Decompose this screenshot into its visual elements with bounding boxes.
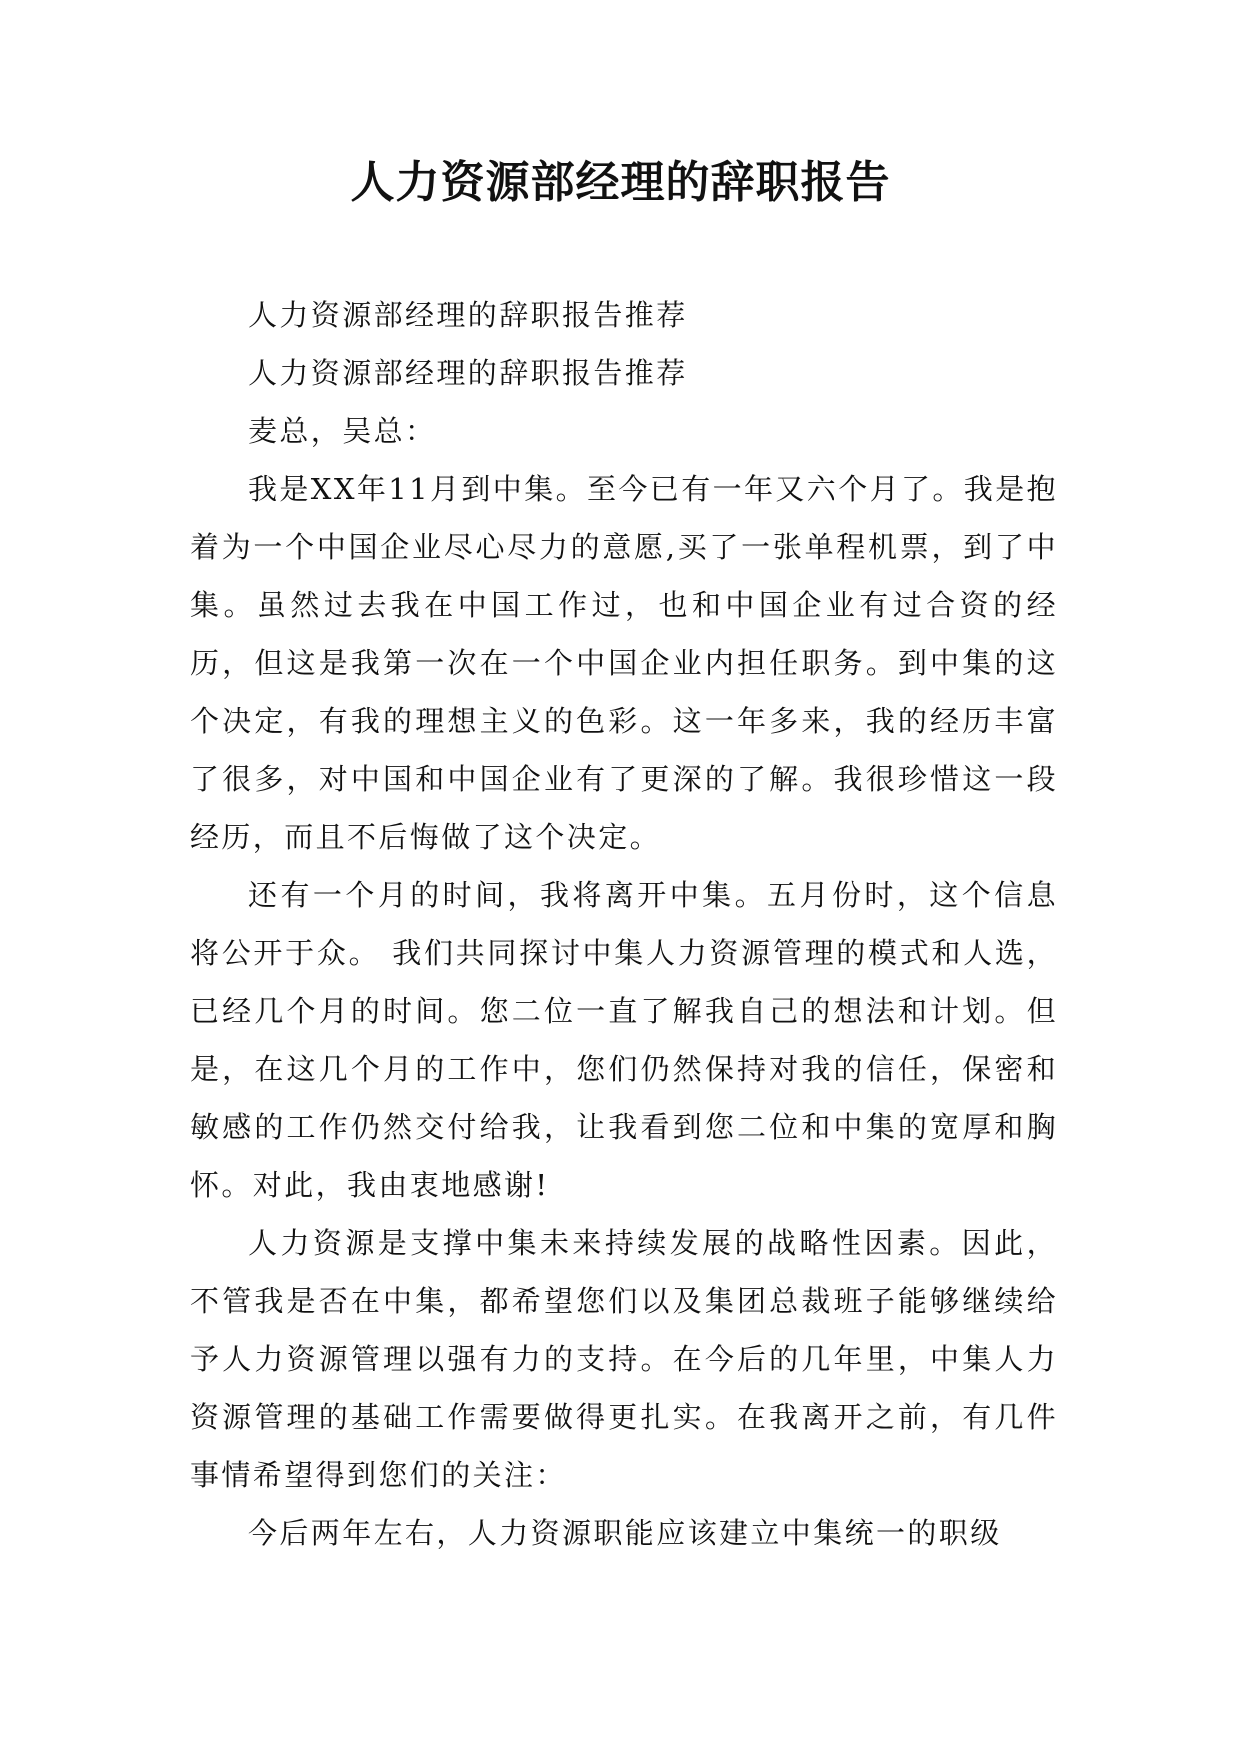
body-paragraph: 我是XX年11月到中集。至今已有一年又六个月了。我是抱着为一个中国企业尽心尽力的意愿,买了一张单程机票，到了中集。虽然过去我在中国工作过，也和中国企业有过合资的经历，但这是我第一次在一个中国企业内担任职务。到中集的这个决定，有我的理想主义的色彩。这一年多来，我的经历丰富了很多，对中国和中国企业有了更深的了解。我很珍惜这一段经历，而且不后悔做了这个决定。 xyxy=(190,472,1058,854)
body-paragraph: 人力资源是支撑中集未来持续发展的战略性因素。因此，不管我是否在中集，都希望您们以及集团总裁班子能够继续给予人力资源管理以强有力的支持。在今后的几年里，中集人力资源管理的基础工作需要做得更扎实。在我离开之前，有几件事情希望得到您们的关注： xyxy=(190,1226,1058,1492)
subtitle-line: 人力资源部经理的辞职报告推荐 xyxy=(248,298,688,332)
body-paragraph: 今后两年左右，人力资源职能应该建立中集统一的职级 xyxy=(248,1516,1002,1550)
document-title: 人力资源部经理的辞职报告 xyxy=(350,157,891,208)
subtitle-line: 人力资源部经理的辞职报告推荐 xyxy=(248,356,688,390)
body-paragraph: 还有一个月的时间，我将离开中集。五月份时，这个信息将公开于众。 我们共同探讨中集人力资源管理的模式和人选，已经几个月的时间。您二位一直了解我自己的想法和计划。但是，在这几个月的工作中，您们仍然保持对我的信任，保密和敏感的工作仍然交付给我，让我看到您二位和中集的宽厚和胸怀。对此，我由衷地感谢! xyxy=(190,878,1058,1202)
salutation: 麦总，吴总： xyxy=(248,414,437,448)
document-body xyxy=(190,286,1058,1562)
